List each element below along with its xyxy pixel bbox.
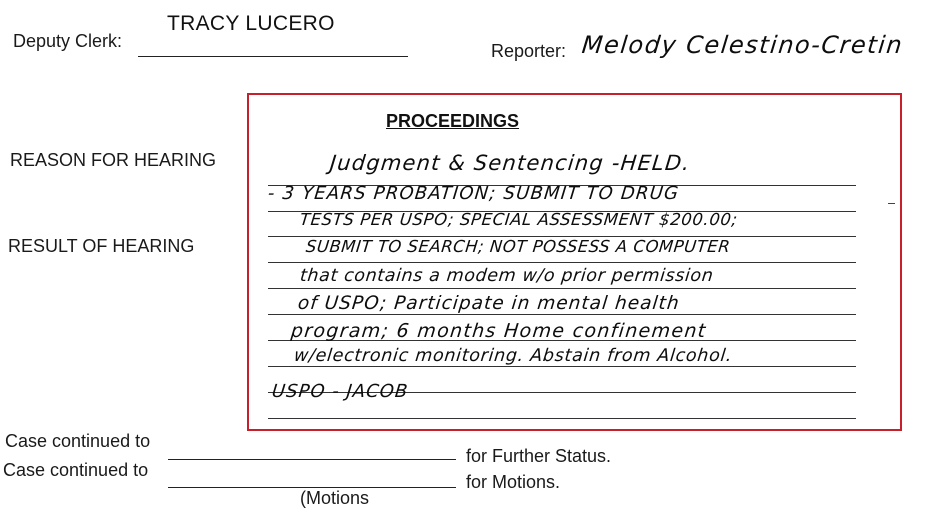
margin-tick [888,203,895,204]
reason-for-hearing-label: REASON FOR HEARING [10,150,217,170]
motions-label: for Motions. [466,472,561,492]
reporter-label: Reporter: [491,41,567,61]
handwritten-line-9: USPO - JACOB [270,381,410,402]
handwritten-line-8: w/electronic monitoring. Abstain from Alcohol. [292,346,734,366]
ruled-line [268,366,856,367]
handwritten-line-6: of USPO; Participate in mental health [296,293,681,314]
handwritten-line-1: Judgment & Sentencing -HELD. [328,151,692,175]
reporter-name: Melody Celestino-Cretin [580,31,905,59]
handwritten-line-4: SUBMIT TO SEARCH; NOT POSSESS A COMPUTER [305,237,732,256]
handwritten-line-7: program; 6 months Home confinement [289,320,708,342]
result-of-hearing-label: RESULT OF HEARING [8,236,195,256]
ruled-line [268,314,856,315]
ruled-line [268,288,856,289]
case-continued-label-1: Case continued to [5,431,151,451]
case-continued-label-2: Case continued to [3,460,149,480]
deputy-clerk-name: TRACY LUCERO [167,12,335,35]
handwritten-line-3: TESTS PER USPO; SPECIAL ASSESSMENT $200.00; [299,210,739,229]
further-status-label: for Further Status. [466,446,612,466]
handwritten-line-5: that contains a modem w/o prior permission [298,266,715,286]
proceedings-title: PROCEEDINGS [386,111,520,131]
ruled-line [268,262,856,263]
cut-off-motions-label: (Motions [300,488,370,508]
deputy-clerk-line [138,56,408,57]
handwritten-line-2: - 3 YEARS PROBATION; SUBMIT TO DRUG [266,183,681,204]
further-status-date-line [168,459,456,460]
deputy-clerk-label: Deputy Clerk: [13,31,123,51]
ruled-line [268,418,856,419]
